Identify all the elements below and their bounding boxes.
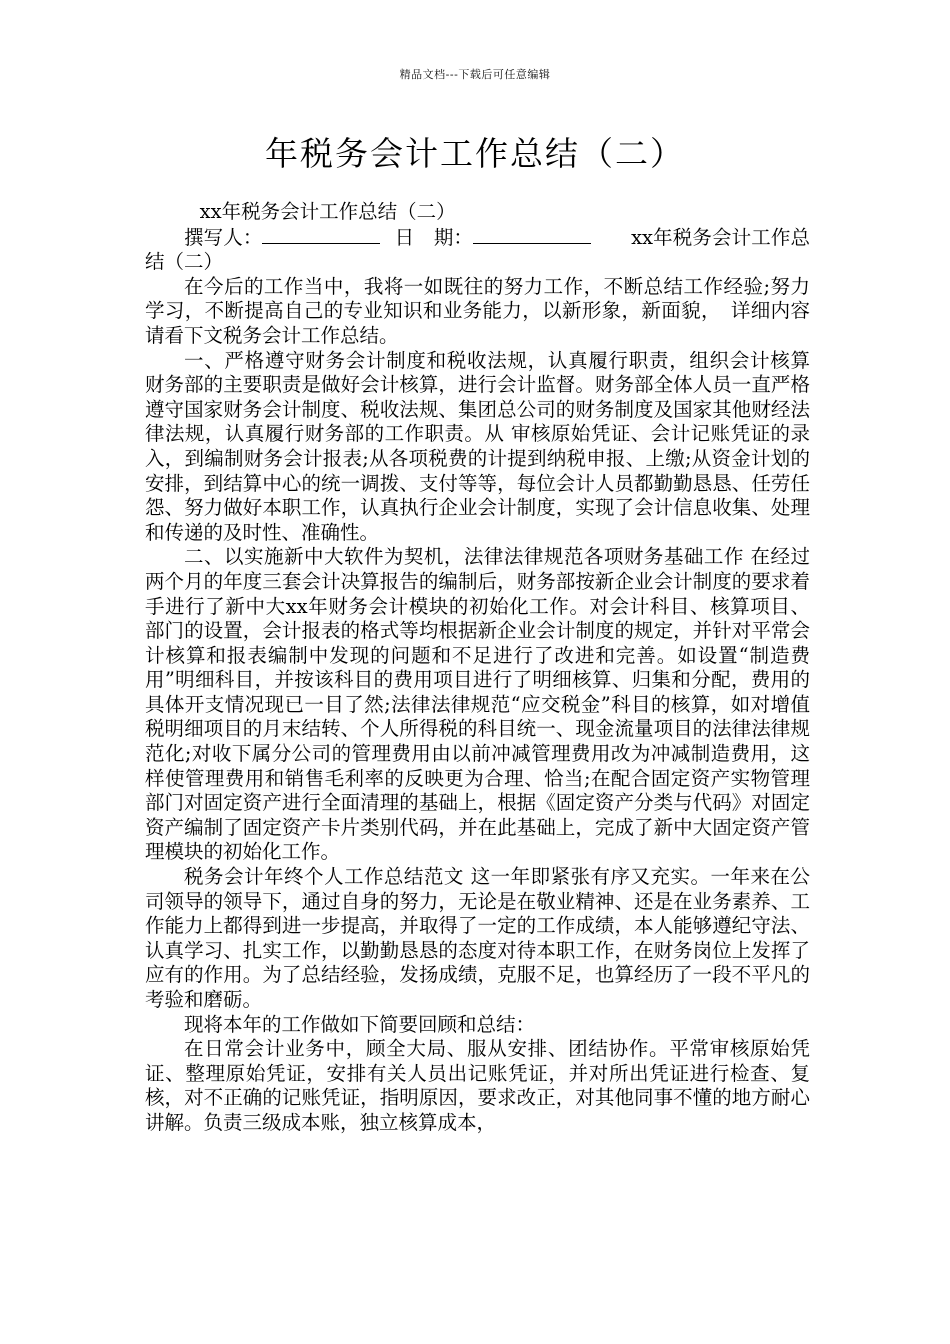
document-meta-line — [145, 225, 810, 275]
document-body — [145, 200, 810, 1136]
author-label: 撰写人： — [184, 225, 263, 249]
paragraph: 一、严格遵守财务会计制度和税收法规，认真履行职责，组织会计核算 财务部的主要职责是做好会计核算，进行会计监督。财务部全体人员一直严格遵守国家财务会计制度、税收法规、集团总公司的财务制度及国家其他财经法律法规，认真履行财务部的工作职责。从 审核原始凭证、会计记账凭证的录入，到编制财务会计报表;从各项税费的计提到纳税申报、上缴;从资金计划的安排，到结算中心的统一调拨、支付等等，每位会计人员都勤勤恳恳、任劳任怨、努力做好本职工作，认真执行企业会计制度，实现了会计信息收集、处理和传递的及时性、准确性。 — [145, 348, 810, 544]
document-subtitle: xx年税务会计工作总结（二） — [199, 200, 456, 223]
paragraph: 二、以实施新中大软件为契机，法律法律规范各项财务基础工作 在经过两个月的年度三套会计决算报告的编制后，财务部按新企业会计制度的要求着手进行了新中大xx年财务会计模块的初始化工作。对会计科目、核算项目、部门的设置，会计报表的格式等均根据新企业会计制度的规定，并针对平常会计核算和报表编制中发现的问题和不足进行了改进和完善。如设置“制造费用”明细科目，并按该科目的费用项目进行了明细核算、归集和分配，费用的具体开支情况现已一目了然;法律法律规范“应交税金”科目的核算，如对增值税明细项目的月末结转、个人所得税的科目统一、现金流量项目的法律法律规范化;对收下属分公司的管理费用由以前冲减管理费用改为冲减制造费用，这样使管理费用和销售毛利率的反映更为合理、恰当;在配合固定资产实物管理部门对固定资产进行全面清理的基础上，根据《固定资产分类与代码》对固定资产编制了固定资产卡片类别代码，并在此基础上，完成了新中大固定资产管理模块的初始化工作。 — [145, 545, 810, 864]
paragraph: 税务会计年终个人工作总结范文 这一年即紧张有序又充实。一年来在公司领导的领导下，通过自身的努力，无论是在敬业精神、还是在业务素养、工作能力上都得到进一步提高，并取得了一定的工作成绩，本人能够遵纪守法、认真学习、扎实工作，以勤勤恳恳的态度对待本职工作，在财务岗位上发挥了应有的作用。为了总结经验，发扬成绩，克服不足，也算经历了一段不平凡的考验和磨砺。 — [145, 865, 810, 1011]
page-title: 年税务会计工作总结（二） — [265, 134, 685, 173]
header-note: 精品文档---下载后可任意编辑 — [399, 68, 551, 81]
paragraph: 在日常会计业务中，顾全大局、服从安排、团结协作。平常审核原始凭证、整理原始凭证，安排有关人员出记账凭证，并对所出凭证进行检查、复核，对不正确的记账凭证，指明原因，要求改正，对其他同事不懂的地方耐心讲解。负责三级成本账，独立核算成本， — [145, 1037, 810, 1134]
author-blank — [262, 225, 380, 244]
meta-trailing-title: xx年税务会计工作总结（二） — [145, 225, 810, 274]
paragraph: 在今后的工作当中，我将一如既往的努力工作，不断总结工作经验;努力学习，不断提高自己的专业知识和业务能力，以新形象，新面貌， 详细内容请看下文税务会计工作总结。 — [145, 274, 810, 347]
date-blank — [473, 225, 591, 244]
date-label: 日 期： — [394, 225, 474, 249]
paragraph: 现将本年的工作做如下简要回顾和总结： — [184, 1012, 536, 1036]
